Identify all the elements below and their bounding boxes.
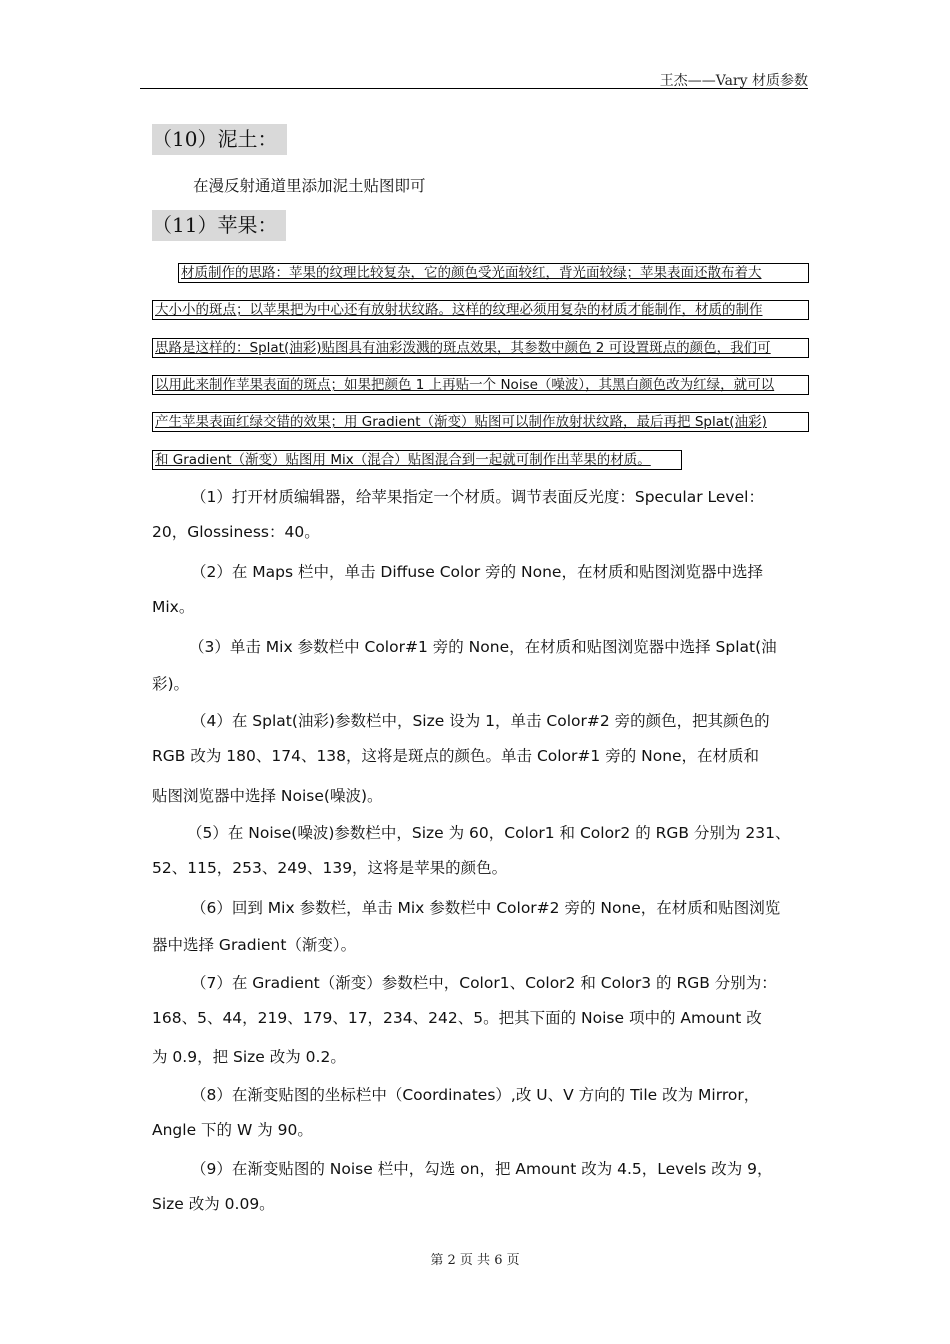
step-4-line-1: （4）在 Splat(油彩)参数栏中，Size 设为 1，单击 Color#2 旁的颜色，把其颜色的	[191, 712, 770, 730]
step-4-line-3: 贴图浏览器中选择 Noise(噪波)。	[152, 787, 383, 805]
boxed-line: 材质制作的思路：苹果的纹理比较复杂，它的颜色受光面较红，背光面较绿；苹果表面还散布着大	[178, 263, 809, 283]
step-1-line-2: 20，Glossiness：40。	[152, 523, 320, 541]
step-5-line-2: 52、115，253、249、139，这将是苹果的颜色。	[152, 859, 508, 877]
step-9-line-1: （9）在渐变贴图的 Noise 栏中，勾选 on，把 Amount 改为 4.5，Levels 改为 9，	[191, 1160, 773, 1178]
step-7-line-1: （7）在 Gradient（渐变）参数栏中，Color1、Color2 和 Color3 的 RGB 分别为：	[191, 974, 777, 992]
boxed-line: 产生苹果表面红绿交错的效果；用 Gradient（渐变）贴图可以制作放射状纹路，最后再把 Splat(油彩)	[152, 412, 809, 432]
boxed-line: 思路是这样的：Splat(油彩)贴图具有油彩泼溅的斑点效果，其参数中颜色 2 可设置斑点的颜色，我们可	[152, 338, 809, 358]
step-8-line-1: （8）在渐变贴图的坐标栏中（Coordinates）,改 U、V 方向的 Tile 改为 Mirror，	[191, 1086, 760, 1104]
boxed-line: 大小小的斑点；以苹果把为中心还有放射状纹路。这样的纹理必须用复杂的材质才能制作，材质的制作	[152, 300, 809, 320]
section-10-title: （10）泥土：	[152, 124, 287, 155]
page-header	[140, 68, 808, 89]
step-2-line-2: Mix。	[152, 598, 195, 616]
step-2-line-1: （2）在 Maps 栏中，单击 Diffuse Color 旁的 None，在材质和贴图浏览器中选择	[191, 563, 763, 581]
step-8-line-2: Angle 下的 W 为 90。	[152, 1121, 313, 1139]
page-footer: 第 2 页 共 6 页	[430, 1253, 520, 1268]
step-9-line-2: Size 改为 0.09。	[152, 1195, 275, 1213]
boxed-line: 和 Gradient（渐变）贴图用 Mix（混合）贴图混合到一起就可制作出苹果的材质。	[152, 450, 682, 470]
step-7-line-3: 为 0.9，把 Size 改为 0.2。	[152, 1048, 346, 1066]
boxed-line: 以用此来制作苹果表面的斑点；如果把颜色 1 上再贴一个 Noise（噪波），其黑白颜色改为红绿，就可以	[152, 375, 809, 395]
step-1-line-1: （1）打开材质编辑器，给苹果指定一个材质。调节表面反光度：Specular Level：	[191, 488, 764, 506]
step-4-line-2: RGB 改为 180、174、138，这将是斑点的颜色。单击 Color#1 旁的 None，在材质和	[152, 747, 760, 765]
section-11-title: （11）苹果：	[152, 210, 286, 241]
step-7-line-2: 168、5、44，219、179、17，234、242、5。把其下面的 Noise 项中的 Amount 改	[152, 1009, 762, 1027]
step-3-line-1: （3）单击 Mix 参数栏中 Color#1 旁的 None，在材质和贴图浏览器中选择 Splat(油	[189, 638, 777, 656]
section-10-text: 在漫反射通道里添加泥土贴图即可	[193, 177, 426, 195]
step-6-line-1: （6）回到 Mix 参数栏，单击 Mix 参数栏中 Color#2 旁的 None，在材质和贴图浏览	[191, 899, 781, 917]
step-3-line-2: 彩)。	[152, 675, 190, 693]
step-6-line-2: 器中选择 Gradient（渐变）。	[152, 936, 357, 954]
step-5-line-1: （5）在 Noise(噪波)参数栏中，Size 为 60，Color1 和 Color2 的 RGB 分别为 231、	[187, 824, 791, 842]
header-text: 王杰——Vary 材质参数	[659, 73, 808, 89]
